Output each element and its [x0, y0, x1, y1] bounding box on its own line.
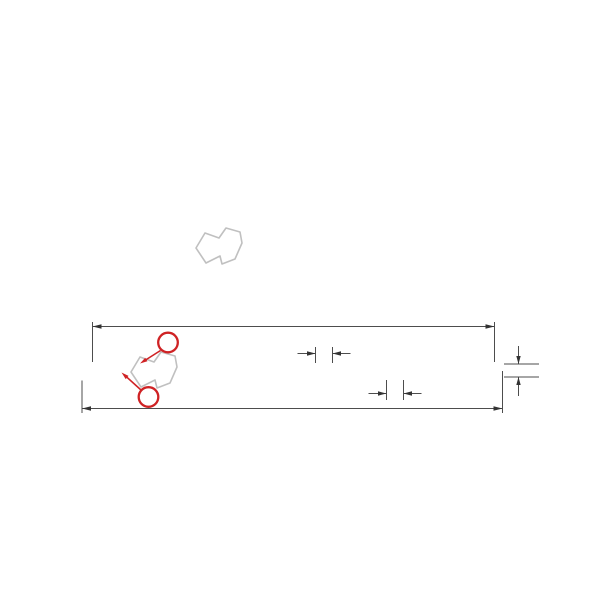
- arrowhead-icon: [378, 391, 387, 395]
- profile-3d-drawing: [60, 135, 550, 255]
- arrowhead-icon: [516, 377, 520, 385]
- marker-b: [122, 373, 159, 407]
- dimension-height: [504, 346, 539, 396]
- arrowhead-icon: [93, 324, 102, 329]
- arrowhead-icon: [82, 406, 91, 411]
- arrowhead-icon: [516, 356, 520, 364]
- marker-a: [140, 333, 178, 364]
- arrowhead-icon: [494, 406, 503, 411]
- arrowhead-icon: [140, 358, 147, 364]
- arrowhead-icon: [333, 351, 342, 355]
- dimension-rib-top: [298, 347, 351, 363]
- arrowhead-icon: [404, 391, 413, 395]
- profile-cross-section-drawing: [60, 295, 560, 425]
- arrowhead-icon: [307, 351, 316, 355]
- dimension-rib-bottom: [369, 380, 422, 400]
- arrowhead-icon: [486, 324, 495, 329]
